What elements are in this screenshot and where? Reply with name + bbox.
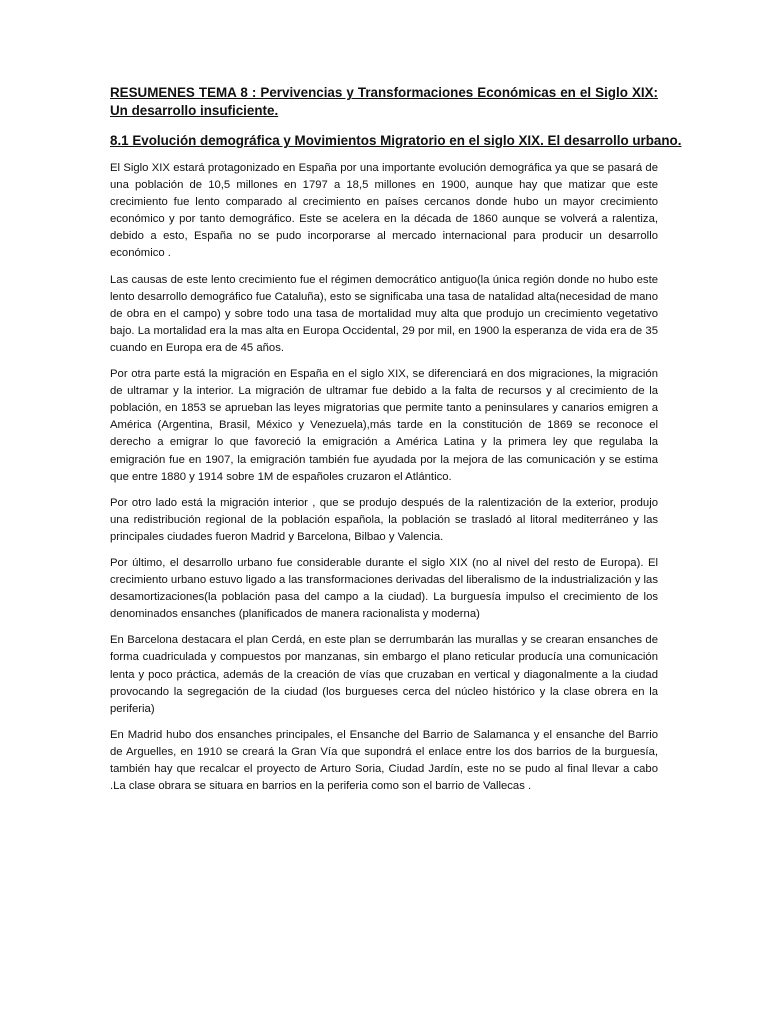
paragraph-slow-growth-causes: Las causas de este lento crecimiento fue el régimen democrático antiguo(la única región donde no hubo este lento desarrollo demográfico fue Cataluña), esto se significaba una tasa de natalidad alta(necesidad de mano de obra en el campo) y sobre todo una tasa de mortalidad muy alta que produjo un crecimiento vegetativo bajo. La mortalidad era la mas alta en Europa Occidental, 29 por mil, en 1900 la esperanza de vida era de 35 cuando en Europa era de 45 años.: [110, 273, 658, 354]
paragraph-barcelona-plan: En Barcelona destacara el plan Cerdá, en este plan se derrumbarán las murallas y se crearan ensanches de forma cuadriculada y compuestos por manzanas, sin embargo el plano reticular producía una comunicación lenta y poco práctica, además de la creación de vías que cruzaban en vertical y diagonalmente a la ciudad provocando la segregación de la ciudad (los burgueses cerca del núcleo histórico y la clase obrera en la periferia): [110, 634, 658, 715]
paragraph-interior-migration: Por otro lado está la migración interior , que se produjo después de la ralentización de la exterior, produjo una redistribución regional de la población española, la población se trasladó al litoral mediterráneo y las principales ciudades fueron Madrid y Barcelona, Bilbao y Valencia.: [110, 496, 658, 543]
section-heading: 8.1 Evolución demográfica y Movimientos Migratorio en el siglo XIX. El desarrollo urbano.: [110, 133, 682, 148]
paragraph-overseas-migration: Por otra parte está la migración en España en el siglo XIX, se diferenciará en dos migraciones, la migración de ultramar y la interior. La migración de ultramar fue debido a la falta de recursos y al crecimiento de la población, en 1853 se aprueban las leyes migratorias que permite tanto a peninsulares y canarios emigren a América (Argentina, Brasil, México y Venezuela),más tarde en la constitución de 1869 se reconoce el derecho a emigrar lo que favoreció la emigración a América Latina y la primera ley que regulaba la emigración fue en 1907, la emigración también fue ayudada por la mejora de las comunicación y se estima que entre 1880 y 1914 sobre 1M de españoles cruzaron el Atlántico.: [110, 368, 658, 483]
document-title: RESUMENES TEMA 8 : Pervivencias y Transformaciones Económicas en el Siglo XIX: Un desarrollo insuficiente.: [110, 85, 658, 118]
paragraph-urban-development: Por último, el desarrollo urbano fue considerable durante el siglo XIX (no al nivel del resto de Europa). El crecimiento urbano estuvo ligado a las transformaciones derivadas del liberalismo de la industrialización y las desamortizaciones(la población pasa del campo a la ciudad). La burguesía impulso el crecimiento de los denominados ensanches (planificados de manera racionalista y moderna): [110, 556, 658, 621]
paragraph-demographic-evolution: El Siglo XIX estará protagonizado en España por una importante evolución demográfica ya que se pasará de una población de 10,5 millones en 1797 a 18,5 millones en 1900, aunque hay que matizar que este crecimiento fue lento comparado al crecimiento en países cercanos donde hubo un mayor crecimiento económico y por tanto demográfico. Este se acelera en la década de 1860 aunque se volverá a ralentiza, debido a esto, España no se pudo incorporarse al mercado internacional para producir un desarrollo económico .: [110, 162, 658, 260]
paragraph-madrid-ensanches: En Madrid hubo dos ensanches principales, el Ensanche del Barrio de Salamanca y el ensanche del Barrio de Arguelles, en 1910 se creará la Gran Vía que supondrá el enlace entre los dos barrios de la burguesía, también hay que recalcar el proyecto de Arturo Soria, Ciudad Jardín, este no se pudo al final llevar a cabo .La clase obrara se situara en barrios en la periferia como son el barrio de Vallecas .: [110, 728, 658, 793]
